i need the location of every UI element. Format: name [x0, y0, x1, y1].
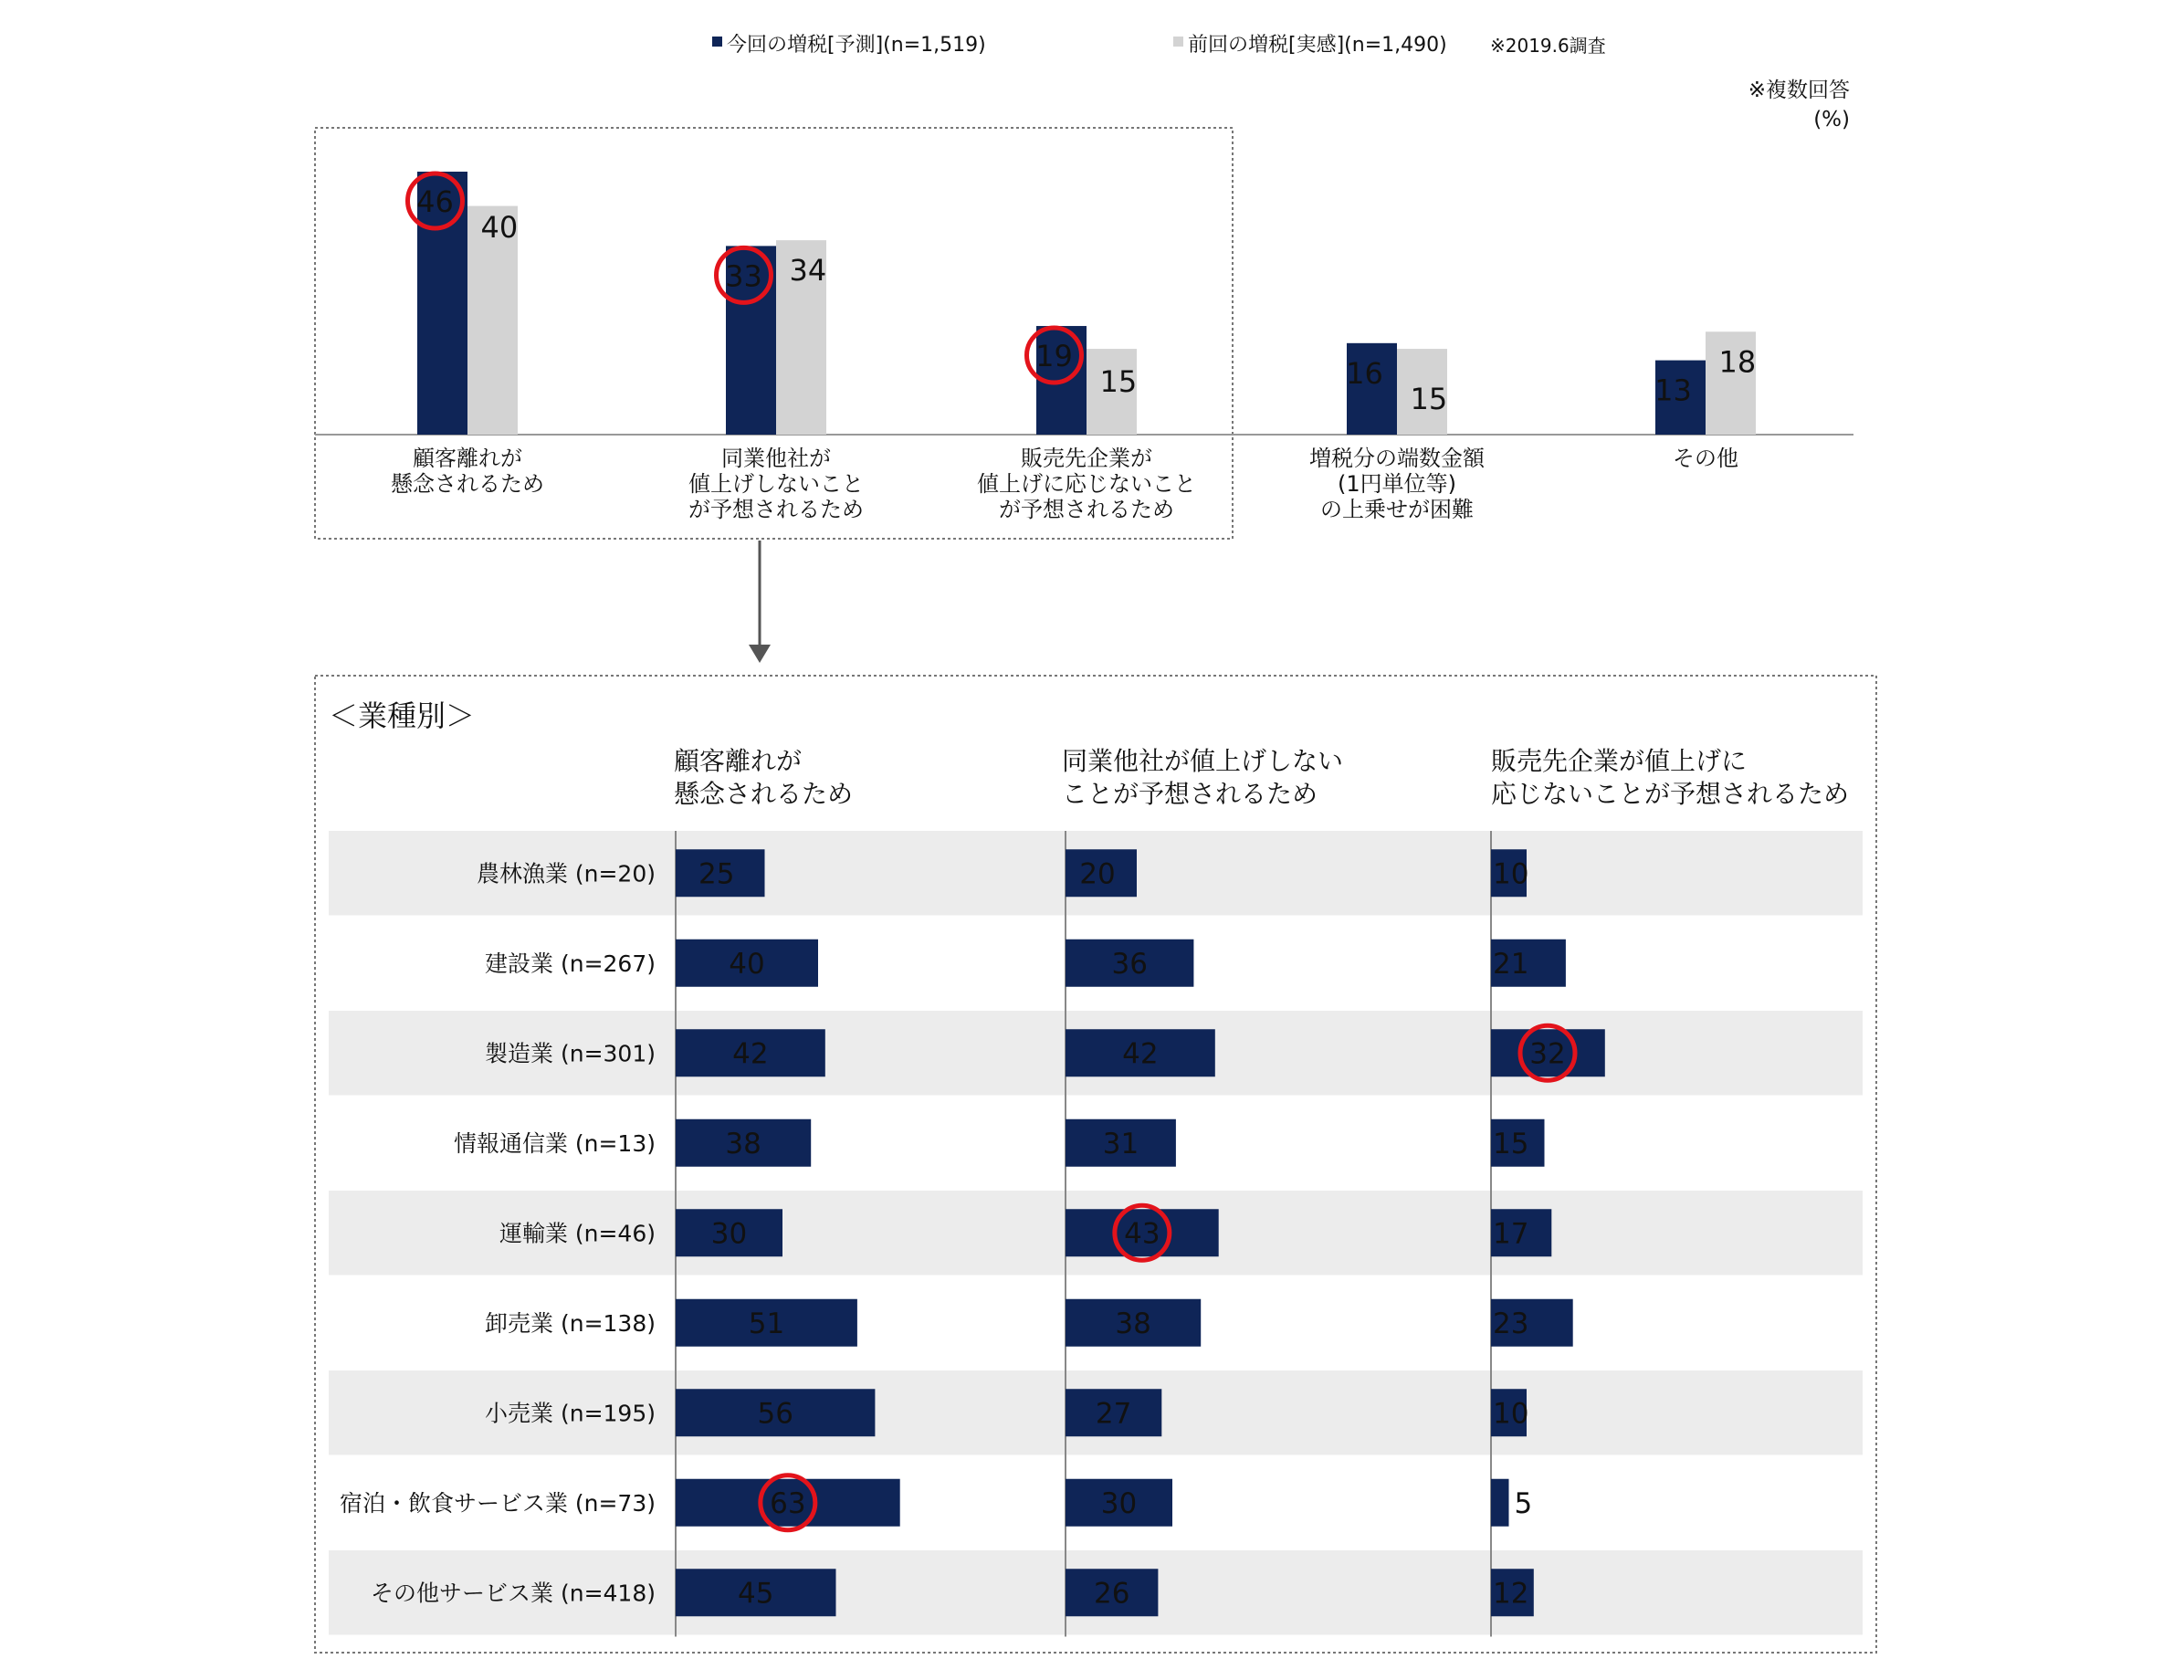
unit-note: (%) [1813, 108, 1850, 131]
industry-bar-label: 17 [1493, 1217, 1529, 1251]
industry-bar-label: 25 [698, 857, 735, 891]
data-label-previous: 15 [1410, 381, 1448, 416]
column-header: ことが予想されるため [1062, 779, 1318, 809]
column-header: 顧客離れが [674, 746, 803, 776]
category-label: 同業他社が [721, 446, 831, 471]
industry-label: 農林漁業 (n=20) [476, 860, 656, 887]
legend-swatch-previous [1173, 37, 1183, 47]
industry-bar-label: 30 [710, 1217, 748, 1251]
category-label: が予想されるため [688, 497, 864, 522]
industry-label: 製造業 (n=301) [485, 1040, 656, 1067]
category-label: 値上げしないこと [688, 471, 864, 497]
top-category-labels [391, 446, 1738, 522]
industry-bar-label: 10 [1493, 1397, 1529, 1431]
industry-label: 宿泊・飲食サービス業 (n=73) [339, 1489, 656, 1517]
section-label: ＜業種別＞ [329, 698, 476, 733]
legend-current: 今回の増税[予測](n=1,519) [727, 34, 986, 57]
data-label-current: 13 [1654, 373, 1692, 408]
data-label-previous: 15 [1099, 364, 1138, 400]
data-label-previous: 40 [480, 210, 519, 245]
multiple-answer-note: ※複数回答 [1748, 79, 1850, 102]
industry-bar-label: 5 [1514, 1486, 1533, 1520]
category-label: 増税分の端数金額 [1309, 446, 1485, 471]
column-header: 同業他社が値上げしない [1062, 746, 1344, 776]
industry-bar-label: 27 [1095, 1397, 1132, 1431]
industry-label: 運輸業 (n=46) [499, 1220, 656, 1247]
industry-bar-label: 45 [738, 1577, 774, 1611]
industry-bar-label: 63 [770, 1486, 806, 1520]
industry-bar-label: 30 [1100, 1486, 1138, 1520]
industry-bar-label: 40 [729, 947, 765, 981]
data-label-current: 33 [725, 258, 762, 294]
category-label: (1円単位等) [1338, 471, 1456, 497]
industry-bar-label: 38 [725, 1127, 761, 1160]
column-header: 販売先企業が値上げに [1491, 746, 1748, 776]
category-label: の上乗せが困難 [1320, 497, 1474, 522]
industry-label: 小売業 (n=195) [485, 1400, 656, 1427]
industry-label: 建設業 (n=267) [485, 950, 656, 977]
industry-bar-label: 26 [1093, 1577, 1130, 1611]
category-label: 値上げに応じないこと [977, 471, 1196, 497]
industry-bar-label: 20 [1079, 857, 1116, 891]
industry-bar-label: 42 [1122, 1037, 1159, 1071]
industry-label: 卸売業 (n=138) [485, 1309, 656, 1337]
category-label: その他 [1673, 446, 1738, 471]
industry-label: その他サービス業 (n=418) [371, 1580, 656, 1607]
category-label: 懸念されるため [391, 471, 544, 497]
column-header: 応じないことが予想されるため [1491, 779, 1850, 809]
industry-bar-label: 42 [732, 1037, 769, 1071]
industry-bar-label: 36 [1111, 947, 1148, 981]
industry-bar-label: 56 [757, 1397, 793, 1431]
industry-bar-label: 32 [1529, 1037, 1566, 1071]
industry-bar [1491, 1479, 1509, 1527]
column-headers [674, 746, 1849, 809]
industry-bar-label: 43 [1124, 1217, 1160, 1251]
legend-previous: 前回の増税[実感](n=1,490) [1188, 34, 1447, 57]
arrow-head [749, 645, 771, 663]
industry-bar-label: 21 [1493, 947, 1529, 981]
industry-bar-label: 15 [1493, 1127, 1529, 1160]
category-label: 顧客離れが [413, 446, 522, 471]
data-label-previous: 18 [1718, 344, 1757, 380]
category-label: が予想されるため [999, 497, 1174, 522]
industry-bar-label: 12 [1493, 1577, 1529, 1611]
industry-bar-label: 31 [1102, 1127, 1139, 1160]
survey-note: ※2019.6調査 [1490, 35, 1606, 57]
industry-bar-label: 23 [1493, 1307, 1529, 1340]
column-header: 懸念されるため [674, 779, 854, 809]
industry-bar-label: 10 [1493, 857, 1529, 891]
category-label: 販売先企業が [1021, 446, 1152, 471]
industry-label: 情報通信業 (n=13) [453, 1129, 656, 1157]
data-label-current: 19 [1035, 339, 1073, 374]
data-label-previous: 34 [789, 253, 827, 289]
data-label-current: 46 [416, 184, 454, 219]
legend-swatch-current [712, 37, 722, 47]
data-label-current: 16 [1346, 355, 1383, 391]
industry-bar-label: 51 [748, 1307, 785, 1340]
industry-bar-label: 38 [1115, 1307, 1151, 1340]
top-bars [408, 172, 1757, 435]
